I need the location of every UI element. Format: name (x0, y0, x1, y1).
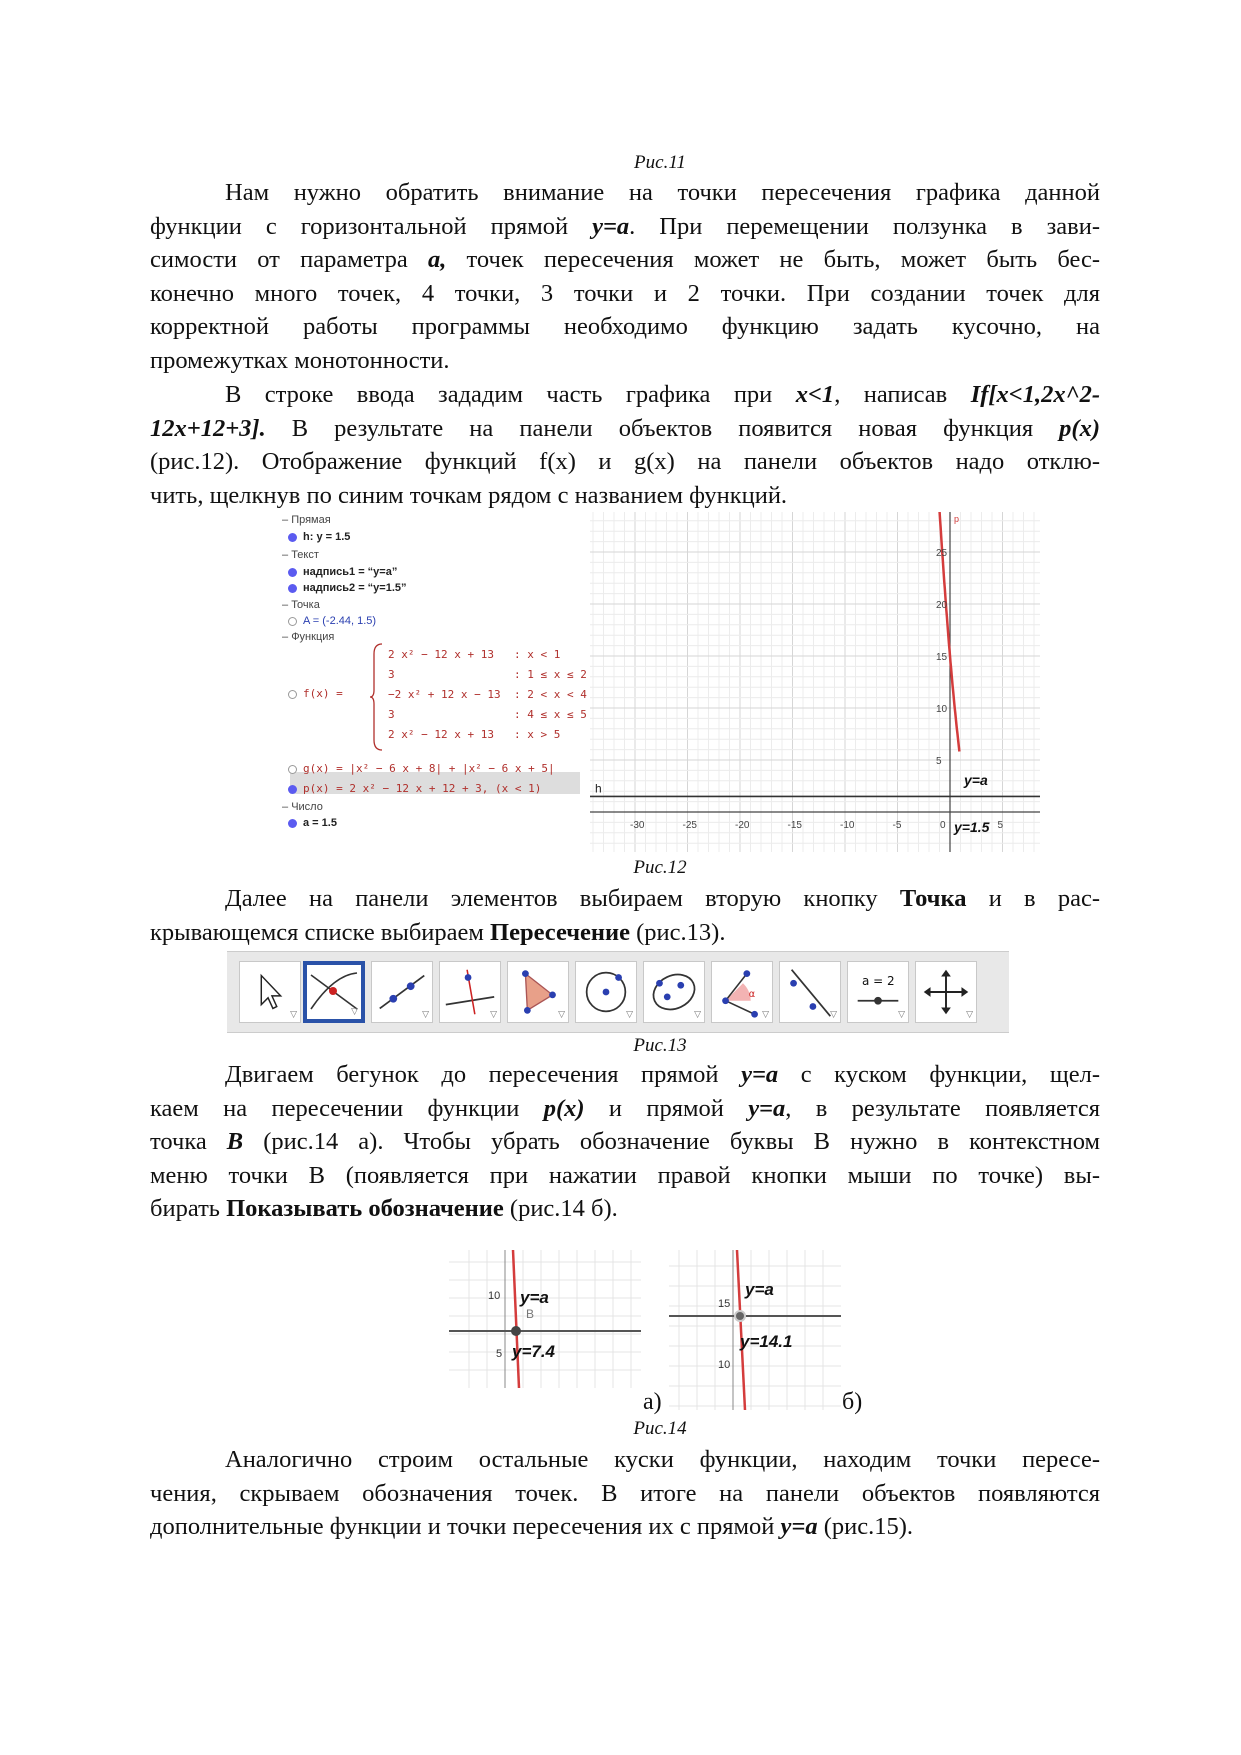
text-line: Аналогично строим остальные куски функции, находим точки пересе- (225, 1446, 1100, 1473)
dropdown-triangle-icon[interactable]: ▽ (762, 1010, 769, 1020)
object-text2[interactable]: надпись2 = “y=1.5” (288, 582, 407, 594)
angle-tool-button[interactable] (711, 961, 773, 1023)
caption-fig14: Рис.14 (633, 1418, 687, 1439)
y-tick-label: 15 (936, 652, 948, 663)
dropdown-triangle-icon[interactable]: ▽ (966, 1010, 973, 1020)
x-tick-label: -15 (787, 820, 802, 831)
dropdown-triangle-icon[interactable]: ▽ (830, 1010, 837, 1020)
fig14a-tick-10: 10 (488, 1290, 501, 1302)
line-tool-button[interactable] (371, 961, 433, 1023)
x-tick-label: -25 (682, 820, 697, 831)
category-line[interactable]: – Прямая (282, 514, 331, 526)
case-condition: : x < 1 (514, 648, 561, 661)
dropdown-triangle-icon[interactable]: ▽ (490, 1010, 497, 1020)
label-ya: y=a (964, 771, 988, 788)
y-tick-label: 20 (936, 600, 948, 611)
circle-tool-button[interactable] (575, 961, 637, 1023)
case-expression: 3 (388, 668, 395, 681)
slider-tool-button[interactable] (847, 961, 909, 1023)
paragraph-3 (150, 882, 1100, 949)
fig14b-label-ya: y=a (745, 1280, 774, 1299)
category-text[interactable]: – Текст (282, 549, 319, 561)
category-function[interactable]: – Функция (282, 631, 335, 643)
visibility-dot-icon[interactable] (288, 617, 297, 626)
x-tick-label: -5 (892, 820, 902, 831)
case-condition: : x > 5 (514, 728, 561, 741)
x-tick-label: -20 (735, 820, 750, 831)
text-line: точка B (рис.14 а). Чтобы убрать обозначение буквы В нужно в контекстном (150, 1128, 1100, 1155)
move-view-tool-button[interactable] (915, 961, 977, 1023)
text-line: дополнительные функции и точки пересечения их с прямой y=a (рис.15). (150, 1513, 914, 1540)
fig14b-tick-15: 15 (718, 1298, 731, 1310)
fig14b-label-y141: y=14.1 (740, 1332, 793, 1351)
dropdown-triangle-icon[interactable]: ▽ (290, 1010, 297, 1020)
brace-icon (370, 642, 384, 752)
y-tick-label: 5 (936, 756, 942, 767)
object-g[interactable]: g(x) = |x² − 6 x + 8| + |x² − 6 x + 5| (288, 762, 555, 775)
label-y15: y=1.5 (954, 818, 990, 835)
text-line: промежутках монотонности. (150, 346, 450, 374)
dropdown-triangle-icon[interactable]: ▽ (558, 1010, 565, 1020)
text-line: корректной работы программы необходимо функцию задать кусочно, на (150, 313, 1100, 340)
category-point[interactable]: – Точка (282, 599, 320, 611)
dropdown-triangle-icon[interactable]: ▽ (898, 1010, 905, 1020)
dropdown-triangle-icon[interactable]: ▽ (422, 1010, 429, 1020)
visibility-dot-icon[interactable] (288, 785, 297, 794)
caption-fig11: Рис.11 (634, 152, 686, 173)
object-f[interactable]: f(x) = (288, 687, 343, 700)
fig14b-tick-10: 10 (718, 1359, 731, 1371)
text-line: конечно много точек, 4 точки, 3 точки и 2 точки. При создании точек для (150, 279, 1100, 307)
text-line: Двигаем бегунок до пересечения прямой y=a с куском функции, щел- (225, 1061, 1100, 1088)
dropdown-triangle-icon[interactable]: ▽ (694, 1010, 701, 1020)
y-tick-label: 25 (936, 548, 948, 559)
paragraph-2 (150, 378, 1100, 512)
x-tick-label: 5 (997, 820, 1004, 831)
dropdown-triangle-icon[interactable]: ▽ (626, 1010, 633, 1020)
object-text1[interactable]: надпись1 = “y=a” (288, 566, 397, 578)
algebra-view (282, 514, 587, 829)
visibility-dot-icon[interactable] (288, 533, 297, 542)
svg-text:α: α (748, 988, 756, 1000)
text-line: каем на пересечении функции p(x) и прямой y=a, в результате появляется (150, 1094, 1100, 1122)
slider-label: a = 2 (862, 974, 895, 988)
y-tick-label: 10 (936, 704, 948, 715)
visibility-dot-icon[interactable] (288, 584, 297, 593)
case-expression: −2 x² + 12 x − 13 (388, 688, 501, 701)
text-line: Нам нужно обратить внимание на точки пересечения графика данной (225, 179, 1100, 206)
case-condition: : 2 < x < 4 (514, 688, 587, 701)
paragraph-1 (150, 176, 1100, 377)
object-h[interactable]: h: y = 1.5 (288, 531, 350, 543)
case-expression: 2 x² − 12 x + 13 (388, 648, 494, 661)
visibility-dot-icon[interactable] (288, 690, 297, 699)
intersection-tool-button[interactable] (303, 961, 365, 1023)
fig14a-tick-5: 5 (496, 1348, 503, 1360)
reflect-tool-button[interactable] (779, 961, 841, 1023)
graphics-view[interactable] (590, 512, 1040, 852)
geogebra-toolbar (227, 951, 1009, 1033)
x-tick-label: -10 (840, 820, 855, 831)
x-tick-label: -30 (630, 820, 645, 831)
label-p: p (954, 514, 960, 524)
text-line: функции с горизонтальной прямой y=a. При перемещении ползунка в зави- (150, 212, 1100, 240)
case-expression: 2 x² − 12 x + 13 (388, 728, 494, 741)
object-a[interactable]: a = 1.5 (288, 817, 337, 829)
caption-fig13: Рис.13 (633, 1035, 687, 1056)
case-condition: : 4 ≤ x ≤ 5 (514, 708, 587, 721)
caption-fig12: Рис.12 (633, 857, 687, 878)
move-tool-button[interactable] (239, 961, 301, 1023)
fig14a-label-b: B (526, 1307, 535, 1321)
text-line: Далее на панели элементов выбираем вторую кнопку Точка и в рас- (225, 885, 1100, 912)
object-point-a[interactable]: A = (-2.44, 1.5) (288, 615, 376, 627)
visibility-dot-icon[interactable] (288, 568, 297, 577)
fig14a-label-ya: y=a (520, 1288, 549, 1307)
object-p[interactable]: p(x) = 2 x² − 12 x + 12 + 3, (x < 1) (288, 782, 541, 795)
visibility-dot-icon[interactable] (288, 765, 297, 774)
fig14b-caption: б) (842, 1389, 863, 1415)
text-line: 12x+12+3]. В результате на панели объектов появится новая функция p(x) (150, 414, 1100, 442)
fig14b-graph (669, 1250, 841, 1410)
paragraph-5 (150, 1443, 1100, 1544)
perpendicular-tool-button[interactable] (439, 961, 501, 1023)
polygon-tool-button[interactable] (507, 961, 569, 1023)
visibility-dot-icon[interactable] (288, 819, 297, 828)
dropdown-triangle-icon[interactable]: ▽ (351, 1007, 358, 1017)
fig14a-label-y74: y=7.4 (512, 1342, 556, 1361)
case-condition: : 1 ≤ x ≤ 2 (514, 668, 587, 681)
paragraph-4 (150, 1058, 1100, 1226)
x-tick-label: 0 (940, 820, 946, 831)
case-expression: 3 (388, 708, 395, 721)
label-h: h (595, 781, 602, 796)
text-line: симости от параметра a, точек пересечения может не быть, может быть бес- (150, 246, 1100, 273)
category-number[interactable]: – Число (282, 801, 323, 813)
text-line: бирать Показывать обозначение (рис.14 б). (150, 1195, 618, 1222)
text-line: крывающемся списке выбираем Пересечение (рис.13). (150, 918, 726, 946)
text-line: меню точки В (появляется при нажатии правой кнопки мыши по точке) вы- (150, 1161, 1100, 1189)
fig14a-caption: а) (643, 1389, 662, 1415)
conic-tool-button[interactable] (643, 961, 705, 1023)
text-line: (рис.12). Отображение функций f(x) и g(x) на панели объектов надо отклю- (150, 448, 1100, 475)
text-line: чить, щелкнув по синим точкам рядом с названием функций. (150, 481, 788, 509)
text-line: В строке ввода зададим часть графика при x<1, написав If[x<1,2x^2- (225, 381, 1100, 408)
text-line: чения, скрываем обозначения точек. В итоге на панели объектов появляются (150, 1479, 1100, 1507)
fig14a-graph (449, 1250, 641, 1388)
